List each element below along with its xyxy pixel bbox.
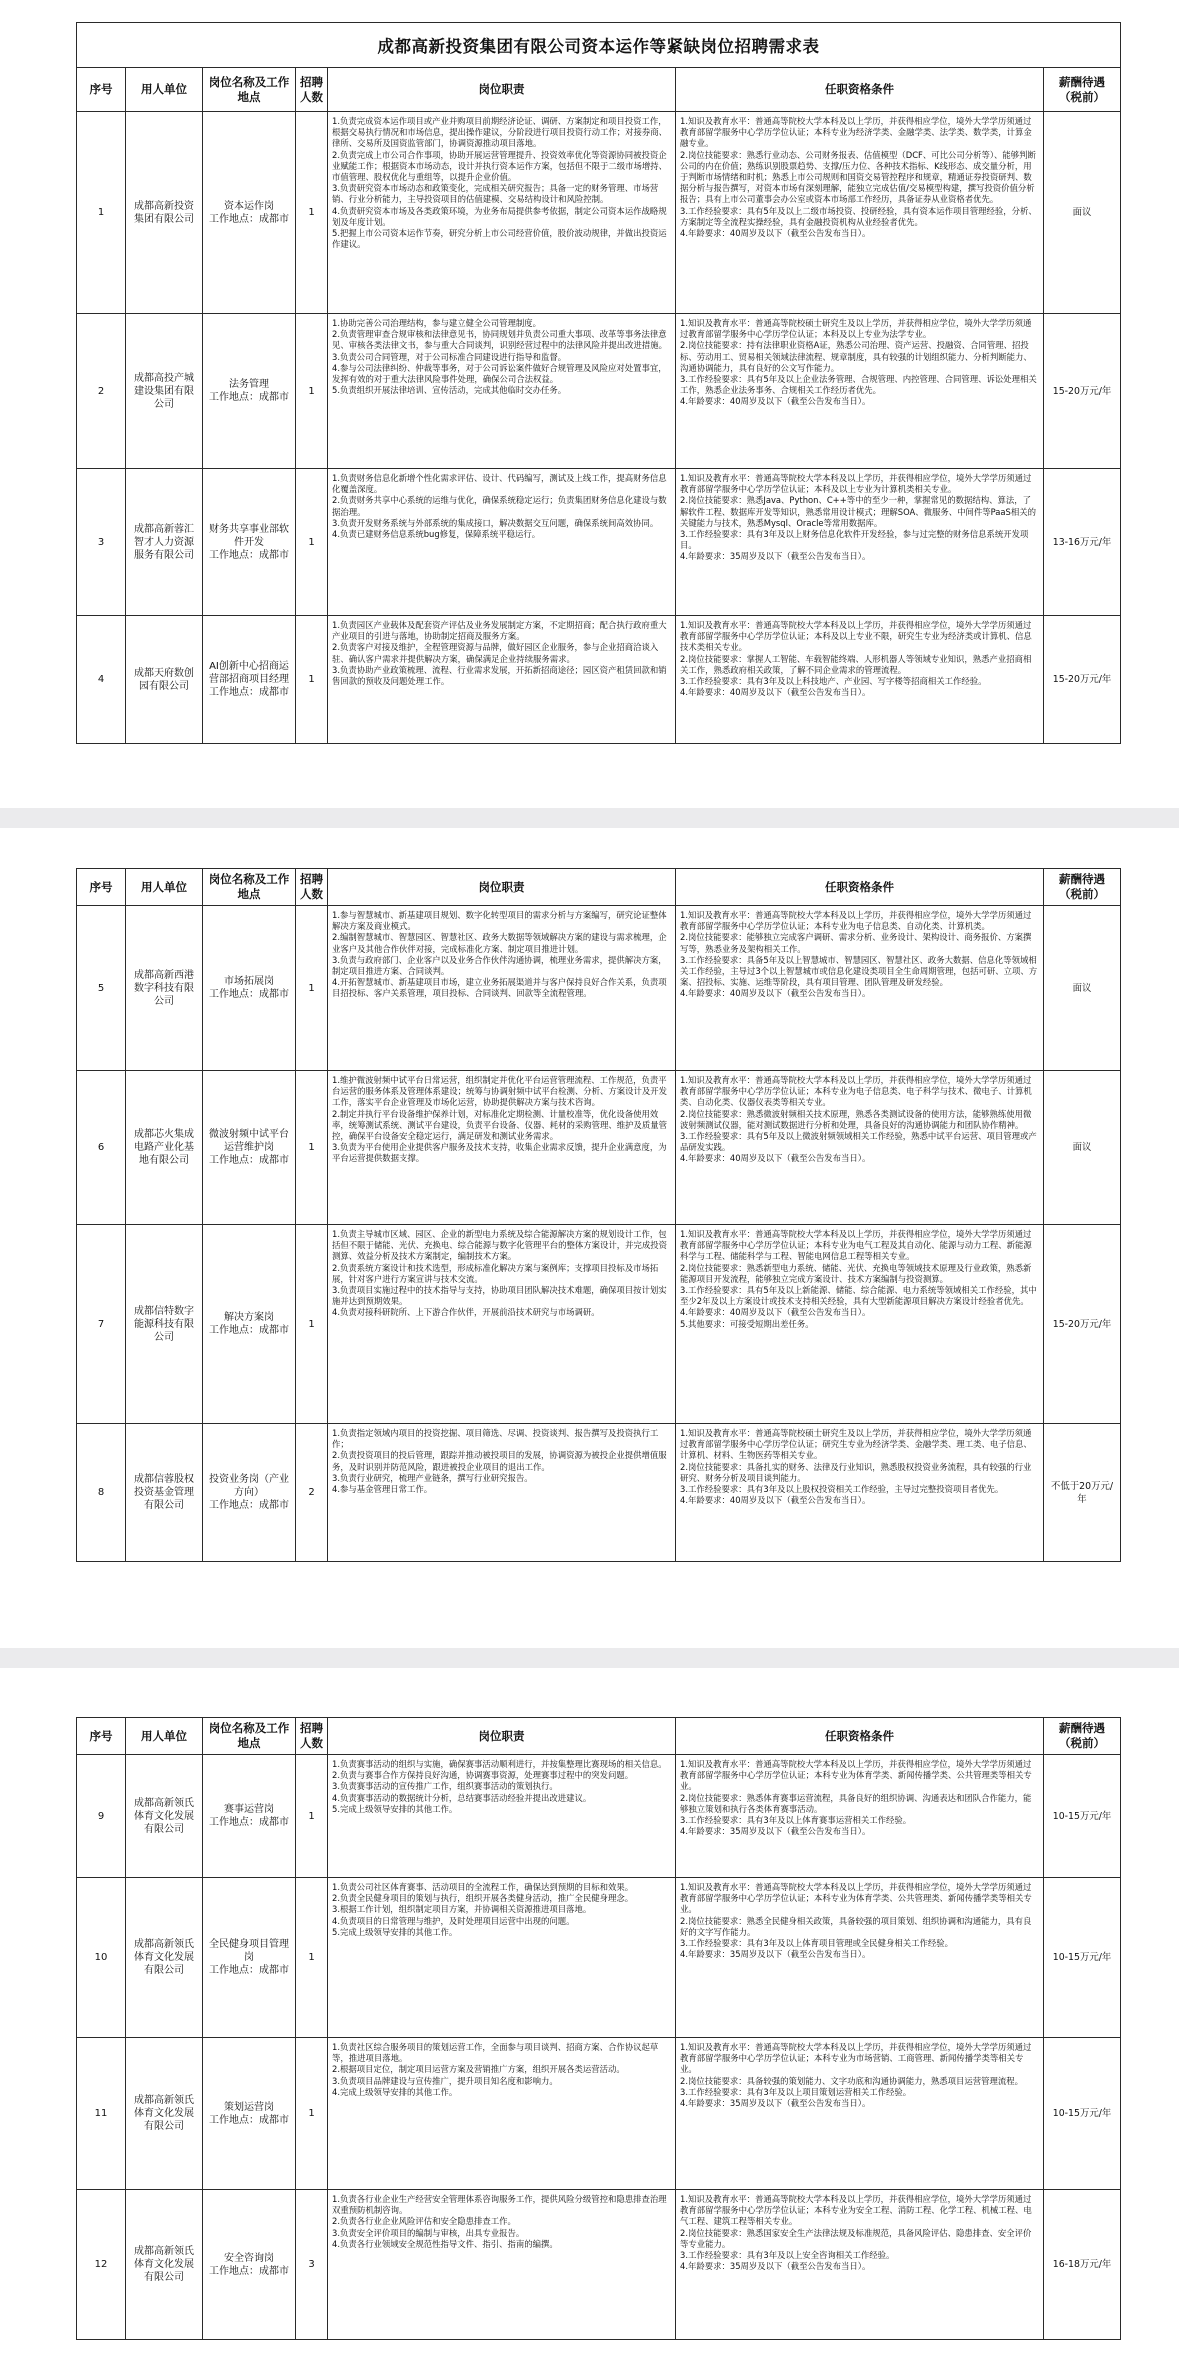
- cell-position: 市场拓展岗 工作地点：成都市: [203, 906, 296, 1071]
- header-unit: 用人单位: [126, 1718, 203, 1755]
- header-unit: 用人单位: [126, 68, 203, 112]
- cell-unit: 成都高投产城建设集团有限公司: [126, 314, 203, 469]
- cell-salary: 面议: [1044, 1071, 1121, 1225]
- cell-no: 1: [77, 112, 126, 314]
- table-row: [77, 906, 1121, 1071]
- cell-duties: 1.负责各行业企业生产经营安全管理体系咨询服务工作，提供风险分级管控和隐患排查治理双重预防机制咨询。 2.负责各行业企业风险评估和安全隐患排查工作。 3.负责安全评价项目的编制与审核，出具专业报告。 4.负责各行业领域安全规范性指导文件、指引、指南的编撰。: [328, 2190, 676, 2340]
- table-row: [77, 469, 1121, 616]
- header-count: 招聘人数: [296, 68, 328, 112]
- cell-count: 1: [296, 112, 328, 314]
- table-row: [77, 1424, 1121, 1562]
- cell-requirements: 1.知识及教育水平：普通高等院校大学本科及以上学历，并获得相应学位，境外大学学历须通过教育部留学服务中心学历学位认证；本科专业为电气工程及其自动化、能源与动力工程、新能源科学与工程、储能科学与工程、智能电网信息工程等相关专业。 2.岗位技能要求：熟悉新型电力系统、储能、光伏、充换电等领域技术原理及行业政策，熟悉新能源项目开发流程，能够独立完成方案设计、技术方案编制与投资测算。 3.工作经验要求：具有5年及以上新能源、储能、综合能源、电力系统等领域相关工作经验，其中至少2年及以上方案设计或技术支持相关经验，具有大型新能源项目解决方案设计经验者优先。 4.年龄要求：40周岁及以下（截至公告发布当日）。 5.其他要求：可接受短期出差任务。: [676, 1225, 1044, 1424]
- header-duties: 岗位职责: [328, 68, 676, 112]
- cell-no: 10: [77, 1878, 126, 2038]
- cell-duties: 1.负责社区综合服务项目的策划运营工作，全面参与项目谈判、招商方案、合作协议起草等，推进项目落地。 2.根据项目定位，制定项目运营方案及营销推广方案，组织开展各类运营活动。 3.负责项目品牌建设与宣传推广，提升项目知名度和影响力。 4.完成上级领导安排的其他工作。: [328, 2038, 676, 2190]
- cell-unit: 成都高新投资集团有限公司: [126, 112, 203, 314]
- table-row: [77, 112, 1121, 314]
- recruitment-table-1: [76, 22, 1121, 744]
- cell-requirements: 1.知识及教育水平：普通高等院校大学本科及以上学历，并获得相应学位，境外大学学历须通过教育部留学服务中心学历学位认证；本科专业为经济学类、金融学类、法学类、数学类，计算金融专业。 2.岗位技能要求：熟悉行业动态、公司财务报表、估值模型（DCF、可比公司分析等）、能够判断公司的内在价值；熟练识别股票趋势、支撑/压力位、各种技术指标、K线形态、成交量分析，用于判断市场情绪和时机；熟悉上市公司规则和国资交易管控程序和规章，精通证券投资研判、数据分析与报告撰写，对资本市场有深刻理解，能独立完成估值/交易模型构建，撰写投资价值分析报告；具有上市公司董事会办公室或资本市场部工作经历，具备证券从业资格者优先。 3.工作经验要求：具有5年及以上二级市场投资、投研经验，具有资本运作项目管理经验，分析、方案制定等全流程实操经验，具有金融投资机构从业经验者优先。 4.年龄要求：40周岁及以下（截至公告发布当日）。: [676, 112, 1044, 314]
- cell-count: 1: [296, 2038, 328, 2190]
- cell-count: 1: [296, 1755, 328, 1878]
- cell-requirements: 1.知识及教育水平：普通高等院校大学本科及以上学历，并获得相应学位，境外大学学历须通过教育部留学服务中心学历学位认证；本科专业为体育学类、公共管理类、新闻传播学类等相关专业。 2.岗位技能要求：熟悉全民健身相关政策，具备较强的项目策划、组织协调和沟通能力，具有良好的文字写作能力。 3.工作经验要求：具有3年及以上体育项目管理或全民健身相关工作经验。 4.年龄要求：35周岁及以下（截至公告发布当日）。: [676, 1878, 1044, 2038]
- cell-duties: 1.协助完善公司治理结构，参与建立健全公司管理制度。 2.负责管理审查合规审核和法律意见书，协同规划并负责公司重大事项、改革等事务法律意见、审核各类法律文书，参与重大合同谈判，识别经营过程中的法律风险并提出改进措施。 3.负责公司合同管理，对于公司标准合同建设进行指导和监督。 4.参与公司法律纠纷、仲裁等事务，对于公司诉讼案件做好合规管理及风险应对处置事宜，发挥有效的对于重大法律风险事件处理，确保公司合法权益。 5.负责组织开展法律培训、宣传活动，完成其他临时交办任务。: [328, 314, 676, 469]
- cell-duties: 1.负责赛事活动的组织与实施，确保赛事活动顺利进行，并按集整理比赛现场的相关信息。 2.负责与赛事合作方保持良好沟通，协调赛事资源，处理赛事过程中的突发问题。 3.负责赛事活动的宣传推广工作，组织赛事活动的策划执行。 4.负责赛事活动的数据统计分析，总结赛事活动经验并提出改进建议。 5.完成上级领导安排的其他工作。: [328, 1755, 676, 1878]
- cell-position: 全民健身项目管理岗 工作地点：成都市: [203, 1878, 296, 2038]
- cell-no: 7: [77, 1225, 126, 1424]
- page-3: [76, 1717, 1120, 2340]
- cell-position: 法务管理 工作地点：成都市: [203, 314, 296, 469]
- header-salary: 薪酬待遇（税前）: [1044, 68, 1121, 112]
- header-no: 序号: [77, 1718, 126, 1755]
- page-1: [76, 22, 1120, 744]
- cell-no: 3: [77, 469, 126, 616]
- cell-count: 1: [296, 906, 328, 1071]
- cell-unit: 成都高新领氏体育文化发展有限公司: [126, 2038, 203, 2190]
- table-title: 成都高新投资集团有限公司资本运作等紧缺岗位招聘需求表: [77, 23, 1121, 68]
- cell-no: 4: [77, 616, 126, 744]
- cell-duties: 1.负责公司社区体育赛事、活动项目的全流程工作，确保达到预期的目标和效果。 2.负责全民健身项目的策划与执行，组织开展各类健身活动，推广全民健身理念。 3.根据工作计划，组织制定项目方案，并协调相关资源推进项目落地。 4.负责项目的日常管理与维护，及时处理项目运营中出现的问题。 5.完成上级领导安排的其他工作。: [328, 1878, 676, 2038]
- cell-requirements: 1.知识及教育水平：普通高等院校大学本科及以上学历，并获得相应学位，境外大学学历须通过教育部留学服务中心学历学位认证；本科及以上专业为计算机类相关专业。 2.岗位技能要求：熟悉Java、Python、C++等中的至少一种，掌握常见的数据结构、算法，了解软件工程、数据库开发等知识，熟悉常用设计模式；理解SOA、微服务、中间件等PaaS相关的关键能力与技术，熟悉Mysql、Oracle等常用数据库。 3.工作经验要求：具有3年及以上财务信息化软件开发经验，参与过完整的财务信息系统开发项目。 4.年龄要求：35周岁及以下（截至公告发布当日）。: [676, 469, 1044, 616]
- cell-requirements: 1.知识及教育水平：普通高等院校大学本科及以上学历，并获得相应学位，境外大学学历须通过教育部留学服务中心学历学位认证；本科专业为电子信息类、电子科学与技术、微电子、计算机类、自动化类、仪器仪表类等相关专业。 2.岗位技能要求：熟悉微波射频相关技术原理，熟悉各类测试设备的使用方法，能够熟练使用微波射频测试仪器，能对测试数据进行分析和处理，具备良好的沟通协调能力和团队协作精神。 3.工作经验要求：具有5年及以上微波射频领域相关工作经验，熟悉中试平台运营、项目管理或产品研发实践。 4.年龄要求：40周岁及以下（截至公告发布当日）。: [676, 1071, 1044, 1225]
- cell-duties: 1.负责主导城市区域、园区、企业的新型电力系统及综合能源解决方案的规划设计工作，包括但不限于储能、光伏、充换电、综合能源与数字化管理平台的整体方案设计，并完成投资测算、效益分析及技术方案制定，编制技术方案。 2.负责系统方案设计和技术选型，形成标准化解决方案与案例库；支撑项目投标及市场拓展，针对客户进行方案宣讲与技术交流。 3.负责项目实施过程中的技术指导与支持，协助项目团队解决技术难题，确保项目按计划实施并达到预期效果。 4.负责对接科研院所、上下游合作伙伴，开展前沿技术研究与市场调研。: [328, 1225, 676, 1424]
- table-row: [77, 616, 1121, 744]
- cell-unit: 成都高新领氏体育文化发展有限公司: [126, 1755, 203, 1878]
- cell-count: 2: [296, 1424, 328, 1562]
- header-requirements: 任职资格条件: [676, 1718, 1044, 1755]
- cell-position: 策划运营岗 工作地点：成都市: [203, 2038, 296, 2190]
- table-row: [77, 1878, 1121, 2038]
- header-salary: 薪酬待遇（税前）: [1044, 869, 1121, 906]
- cell-duties: 1.负责完成资本运作项目或产业并购项目前期经济论证、调研、方案制定和项目投资工作，根据交易执行情况和市场信息，提出操作建议，分阶段进行项目投资行动工作；对接券商、律所、交易所及国资监管部门，协调资源推动项目落地。 2.负责完成上市公司合作事项，协助开展运营管理提升、投资效率优化等资源协同被投资企业赋能工作；根据资本市场动态，设计并执行资本运作方案，包括但不限于二级市场增持、市值管理、股权优化与重组等，以提升企业价值。 3.负责研究资本市场动态和政策变化，完成相关研究报告；具备一定的财务管理、市场营销、行业分析能力，主导投资项目的估值建模、交易结构设计和风险控制。 4.负责研究资本市场及各类政策环境，为业务布局提供参考依据，制定公司资本运作战略规划及年度计划。 5.把握上市公司资本运作节奏，研究分析上市公司经营价值，股价波动规律，并做出投资运作建议。: [328, 112, 676, 314]
- cell-position: 微波射频中试平台运营维护岗 工作地点：成都市: [203, 1071, 296, 1225]
- cell-no: 9: [77, 1755, 126, 1878]
- cell-requirements: 1.知识及教育水平：普通高等院校大学本科及以上学历，并获得相应学位，境外大学学历须通过教育部留学服务中心学历学位认证；本科及以上专业不限，研究生专业为经济类或计算机、信息技术类相关专业。 2.岗位技能要求：掌握人工智能、车载智能终端、人形机器人等领域专业知识，熟悉产业招商相关工作，熟悉政府相关政策，了解不同企业需求的管理流程。 3.工作经验要求：具有3年及以上科技地产、产业园、写字楼等招商相关工作经验。 4.年龄要求：40周岁及以下（截至公告发布当日）。: [676, 616, 1044, 744]
- cell-requirements: 1.知识及教育水平：普通高等院校大学本科及以上学历，并获得相应学位，境外大学学历须通过教育部留学服务中心学历学位认证；本科专业为体育学类、新闻传播学类、公共管理类等相关专业。 2.岗位技能要求：熟悉体育赛事运营流程，具备良好的组织协调、沟通表达和团队合作能力，能够独立策划和执行各类体育赛事活动。 3.工作经验要求：具有3年及以上体育赛事运营相关工作经验。 4.年龄要求：35周岁及以下（截至公告发布当日）。: [676, 1755, 1044, 1878]
- header-salary: 薪酬待遇（税前）: [1044, 1718, 1121, 1755]
- cell-count: 1: [296, 469, 328, 616]
- cell-salary: 15-20万元/年: [1044, 616, 1121, 744]
- header-row: [77, 869, 1121, 906]
- cell-count: 1: [296, 1225, 328, 1424]
- cell-position: AI创新中心招商运营部招商项目经理 工作地点：成都市: [203, 616, 296, 744]
- cell-position: 解决方案岗 工作地点：成都市: [203, 1225, 296, 1424]
- header-row: [77, 1718, 1121, 1755]
- table-row: [77, 1071, 1121, 1225]
- table-row: [77, 1225, 1121, 1424]
- cell-position: 安全咨询岗 工作地点：成都市: [203, 2190, 296, 2340]
- cell-no: 12: [77, 2190, 126, 2340]
- cell-salary: 面议: [1044, 112, 1121, 314]
- cell-requirements: 1.知识及教育水平：普通高等院校大学本科及以上学历，并获得相应学位，境外大学学历须通过教育部留学服务中心学历学位认证；本科专业为市场营销、工商管理、新闻传播学类等相关专业。 2.岗位技能要求：具备较强的策划能力、文字功底和沟通协调能力，熟悉项目运营管理流程。 3.工作经验要求：具有3年及以上项目策划运营相关工作经验。 4.年龄要求：35周岁及以下（截至公告发布当日）。: [676, 2038, 1044, 2190]
- cell-unit: 成都高新领氏体育文化发展有限公司: [126, 1878, 203, 2038]
- cell-no: 11: [77, 2038, 126, 2190]
- cell-position: 资本运作岗 工作地点：成都市: [203, 112, 296, 314]
- page-2: [76, 868, 1120, 1562]
- cell-count: 1: [296, 616, 328, 744]
- recruitment-table-3: [76, 1717, 1121, 2340]
- cell-requirements: 1.知识及教育水平：普通高等院校硕士研究生及以上学历，并获得相应学位，境外大学学历须通过教育部留学服务中心学历学位认证；本科及以上专业为法学专业。 2.岗位技能要求：持有法律职业资格A证，熟悉公司治理、资产运营、投融资、合同管理、招投标、劳动用工、贸易相关领域法律流程、规章制度，具有较强的计划组织能力、分析判断能力、沟通协调能力，具有良好的公文写作能力。 3.工作经验要求：具有5年及以上企业法务管理、合规管理、内控管理、合同管理、诉讼处理相关工作，熟悉企业法务事务、合规相关工作经历者优先。 4.年龄要求：40周岁及以下（截至公告发布当日）。: [676, 314, 1044, 469]
- header-position: 岗位名称及工作地点: [203, 1718, 296, 1755]
- cell-position: 赛事运营岗 工作地点：成都市: [203, 1755, 296, 1878]
- cell-unit: 成都高新领氏体育文化发展有限公司: [126, 2190, 203, 2340]
- cell-duties: 1.负责园区产业载体及配套资产评估及业务发展制定方案，不定期招商；配合执行政府重大产业项目的引进与落地，协助制定招商及服务方案。 2.负责客户对接及维护，全程管理资源与品牌，做好园区企业服务，参与企业招商洽谈入驻、确认客户需求并提供解决方案，确保满足企业持续服务需求。 3.负责协助产业政策梳理、流程、行业需求发展，开拓新招商途径；园区资产租赁回款和销售回款的预收及问题处理工作。: [328, 616, 676, 744]
- header-no: 序号: [77, 68, 126, 112]
- header-unit: 用人单位: [126, 869, 203, 906]
- header-no: 序号: [77, 869, 126, 906]
- cell-no: 2: [77, 314, 126, 469]
- header-row: [77, 68, 1121, 112]
- cell-no: 8: [77, 1424, 126, 1562]
- header-duties: 岗位职责: [328, 1718, 676, 1755]
- cell-salary: 面议: [1044, 906, 1121, 1071]
- cell-unit: 成都信特数字能源科技有限公司: [126, 1225, 203, 1424]
- cell-salary: 10-15万元/年: [1044, 1755, 1121, 1878]
- table-row: [77, 2038, 1121, 2190]
- cell-duties: 1.负责财务信息化新增个性化需求评估、设计、代码编写，测试及上线工作，提高财务信息化覆盖深度。 2.负责财务共享中心系统的运维与优化，确保系统稳定运行；负责集团财务信息化建设与数据治理。 3.负责开发财务系统与外部系统的集成接口，解决数据交互问题，确保系统间高效协同。 4.负责已建财务信息系统bug修复，保障系统平稳运行。: [328, 469, 676, 616]
- header-requirements: 任职资格条件: [676, 68, 1044, 112]
- header-count: 招聘人数: [296, 869, 328, 906]
- cell-salary: 10-15万元/年: [1044, 2038, 1121, 2190]
- header-requirements: 任职资格条件: [676, 869, 1044, 906]
- cell-unit: 成都信蓉股权投资基金管理有限公司: [126, 1424, 203, 1562]
- cell-salary: 15-20万元/年: [1044, 1225, 1121, 1424]
- table-row: [77, 2190, 1121, 2340]
- cell-salary: 13-16万元/年: [1044, 469, 1121, 616]
- cell-count: 1: [296, 1071, 328, 1225]
- header-count: 招聘人数: [296, 1718, 328, 1755]
- cell-requirements: 1.知识及教育水平：普通高等院校硕士研究生及以上学历，并获得相应学位，境外大学学历须通过教育部留学服务中心学历学位认证；研究生专业为经济学类、金融学类、理工类、电子信息、计算机、材料、生物医药等相关专业。 2.岗位技能要求：具备扎实的财务、法律及行业知识，熟悉股权投资业务流程，具有较强的行业研究、财务分析及项目谈判能力。 3.工作经验要求：具有3年及以上股权投资相关工作经验，主导过完整投资项目者优先。 4.年龄要求：40周岁及以下（截至公告发布当日）。: [676, 1424, 1044, 1562]
- cell-count: 1: [296, 314, 328, 469]
- cell-duties: 1.参与智慧城市、新基建项目规划、数字化转型项目的需求分析与方案编写，研究论证整体解决方案及商业模式。 2.编制智慧城市、智慧园区、智慧社区、政务大数据等领域解决方案的建设与需求梳理，企业客户及其他合作伙伴对接，完成标准化方案、制定项目推进计划。 3.负责与政府部门、企业客户以及业务合作伙伴沟通协调，梳理业务需求，提供解决方案，制定项目推进方案、合同谈判。 4.开拓智慧城市、新基建项目市场，建立业务拓展渠道并与客户保持良好合作关系，负责项目招投标、客户关系管理，项目投标、合同谈判、回款等全流程管理。: [328, 906, 676, 1071]
- cell-no: 5: [77, 906, 126, 1071]
- header-position: 岗位名称及工作地点: [203, 869, 296, 906]
- cell-requirements: 1.知识及教育水平：普通高等院校大学本科及以上学历，并获得相应学位，境外大学学历须通过教育部留学服务中心学历学位认证；本科专业为安全工程、消防工程、化学工程、机械工程、电气工程、建筑工程等相关专业。 2.岗位技能要求：熟悉国家安全生产法律法规及标准规范，具备风险评估、隐患排查、安全评价等专业能力。 3.工作经验要求：具有3年及以上安全咨询相关工作经验。 4.年龄要求：35周岁及以下（截至公告发布当日）。: [676, 2190, 1044, 2340]
- cell-count: 1: [296, 1878, 328, 2038]
- cell-count: 3: [296, 2190, 328, 2340]
- cell-no: 6: [77, 1071, 126, 1225]
- cell-salary: 16-18万元/年: [1044, 2190, 1121, 2340]
- cell-unit: 成都高新蓉汇智才人力资源服务有限公司: [126, 469, 203, 616]
- cell-salary: 10-15万元/年: [1044, 1878, 1121, 2038]
- cell-unit: 成都天府数创园有限公司: [126, 616, 203, 744]
- cell-unit: 成都高新西港数字科技有限公司: [126, 906, 203, 1071]
- cell-duties: 1.负责指定领域内项目的投资挖掘、项目筛选、尽调、投资谈判、报告撰写及投资执行工作； 2.负责投资项目的投后管理，跟踪并推动被投项目的发展，协调资源为被投企业提供增值服务，及时识别并防范风险，跟进被投企业项目的退出工作。 3.负责行业研究，梳理产业链条，撰写行业研究报告。 4.参与基金管理日常工作。: [328, 1424, 676, 1562]
- header-position: 岗位名称及工作地点: [203, 68, 296, 112]
- page-separator: [0, 808, 1179, 828]
- table-row: [77, 1755, 1121, 1878]
- header-duties: 岗位职责: [328, 869, 676, 906]
- cell-unit: 成都芯火集成电路产业化基地有限公司: [126, 1071, 203, 1225]
- table-row: [77, 314, 1121, 469]
- cell-position: 财务共享事业部软件开发 工作地点：成都市: [203, 469, 296, 616]
- cell-requirements: 1.知识及教育水平：普通高等院校大学本科及以上学历，并获得相应学位，境外大学学历须通过教育部留学服务中心学历学位认证；本科专业为电子信息类、自动化类、计算机类。 2.岗位技能要求：能够独立完成客户调研、需求分析、业务设计、架构设计、商务报价、方案撰写等，熟悉业务及架构相关工作。 3.工作经验要求：具备5年及以上智慧城市、智慧园区、智慧社区、政务大数据、信息化等领域相关工作经验，主导过3个以上智慧城市或信息化建设类项目全生命周期管理，包括可研、立项、方案、招投标、实施、运维等阶段，具有项目管理、团队管理及研发经验。 4.年龄要求：40周岁及以下（截至公告发布当日）。: [676, 906, 1044, 1071]
- cell-salary: 15-20万元/年: [1044, 314, 1121, 469]
- page-separator: [0, 1648, 1179, 1668]
- recruitment-table-2: [76, 868, 1121, 1562]
- cell-position: 投资业务岗（产业方向） 工作地点：成都市: [203, 1424, 296, 1562]
- cell-duties: 1.维护微波射频中试平台日常运营，组织制定并优化平台运营管理流程、工作规范，负责平台运营的服务体系及管理体系建设；统筹与协调射频中试平台检测、分析、方案设计及开发工作，落实平台企业管理及市场化运营，协助提供解决方案与技术咨询。 2.制定并执行平台设备维护保养计划，对标准化定期检测、计量校准等，优化设备使用效率，统筹测试系统、测试平台建设，负责平台设备、仪器、耗材的采购管理、维护及质量管控，确保平台设备安全稳定运行，满足研发和测试业务需求。 3.负责为平台使用企业提供客户服务及技术支持，收集企业需求反馈，提升企业满意度，为平台运营提供数据支撑。: [328, 1071, 676, 1225]
- cell-salary: 不低于20万元/年: [1044, 1424, 1121, 1562]
